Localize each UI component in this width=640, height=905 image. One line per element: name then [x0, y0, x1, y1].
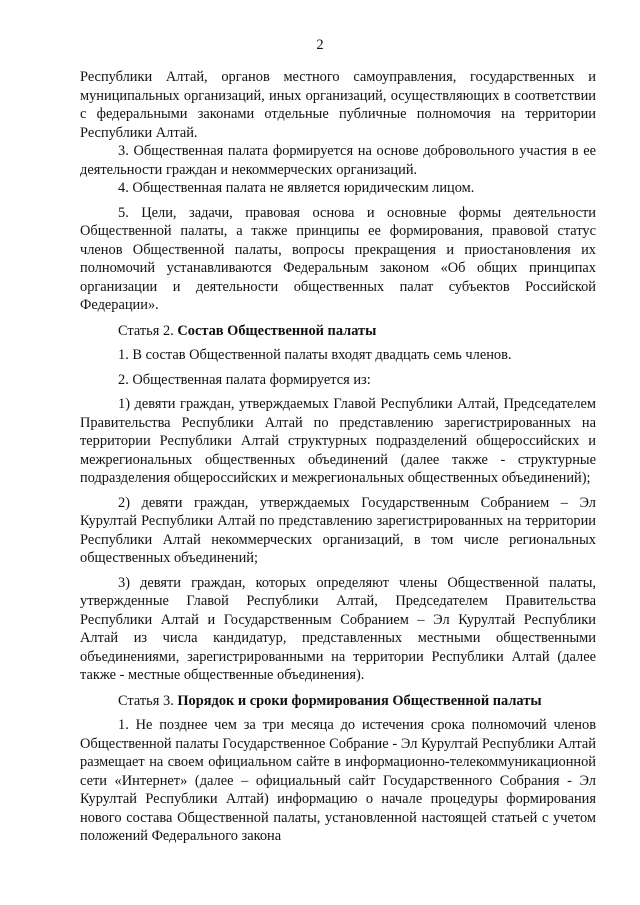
paragraph-3: 3. Общественная палата формируется на основе добровольного участия в ее деятельности граждан и некоммерческих организаций.	[80, 143, 596, 178]
article-2-subitem-2: 2) девяти граждан, утверждаемых Государственным Собранием – Эл Курултай Республики Алтай по представлению зарегистрированных на территории Республики Алтай некоммерческих организаций, в том числе региональных общественных объединений;	[80, 494, 596, 566]
paragraph-4: 4. Общественная палата не является юридическим лицом.	[118, 180, 475, 196]
article-3-prefix: Статья 3.	[118, 692, 178, 709]
page-number: 2	[316, 37, 324, 53]
article-2-subitem-3: 3) девяти граждан, которых определяют члены Общественной палаты, утвержденные Главой Республики Алтай, Председателем Правительства Республики Алтай и Государственным Собранием – Эл Курултай Республики Алтай из числа кандидатур, представленных местными общественными объединениями, зарегистрированными на территории Республики Алтай (далее также - местные общественные объединения).	[80, 574, 596, 683]
article-2-heading	[80, 322, 596, 341]
article-3-item-1: 1. Не позднее чем за три месяца до истечения срока полномочий членов Общественной палаты Государственное Собрание - Эл Курултай Республики Алтай размещает на своем официальном сайте в информационно-телекоммуникационной сети «Интернет» (далее – официальный сайт Государственного Собрания - Эл Курултай Республики Алтай) информацию о начале процедуры формирования нового состава Общественной палаты, установленной настоящей статьей с учетом положений Федерального закона	[80, 717, 596, 844]
paragraph-5: 5. Цели, задачи, правовая основа и основные формы деятельности Общественной палаты, а также принципы ее формирования, правовой статус членов Общественной палаты, вопросы прекращения и приостановления их полномочий устанавливаются Федеральным законом «Об общих принципах организации и деятельности общественных палат субъектов Российской Федерации».	[80, 204, 596, 313]
document-body	[80, 68, 596, 846]
article-2-item-1: 1. В состав Общественной палаты входят двадцать семь членов.	[118, 347, 512, 363]
article-3-heading	[80, 692, 596, 711]
paragraph-continuation: Республики Алтай, органов местного самоуправления, государственных и муниципальных организаций, иных организаций, осуществляющих в соответствии с федеральными законами отдельные публичные полномочия на территории Республики Алтай.	[80, 69, 596, 141]
article-2-subitem-1: 1) девяти граждан, утверждаемых Главой Республики Алтай, Председателем Правительства Республики Алтай по представлению зарегистрированных на территории Республики Алтай структурных подразделений общероссийских и межрегиональных общественных объединений (далее также - структурные подразделения общероссийских и межрегиональных общественных объединений);	[80, 396, 596, 486]
article-2-title: Состав Общественной палаты	[177, 322, 377, 339]
article-2-prefix: Статья 2.	[118, 322, 178, 339]
article-2-item-2: 2. Общественная палата формируется из:	[118, 371, 371, 388]
article-3-title: Порядок и сроки формирования Общественной палаты	[177, 692, 542, 709]
